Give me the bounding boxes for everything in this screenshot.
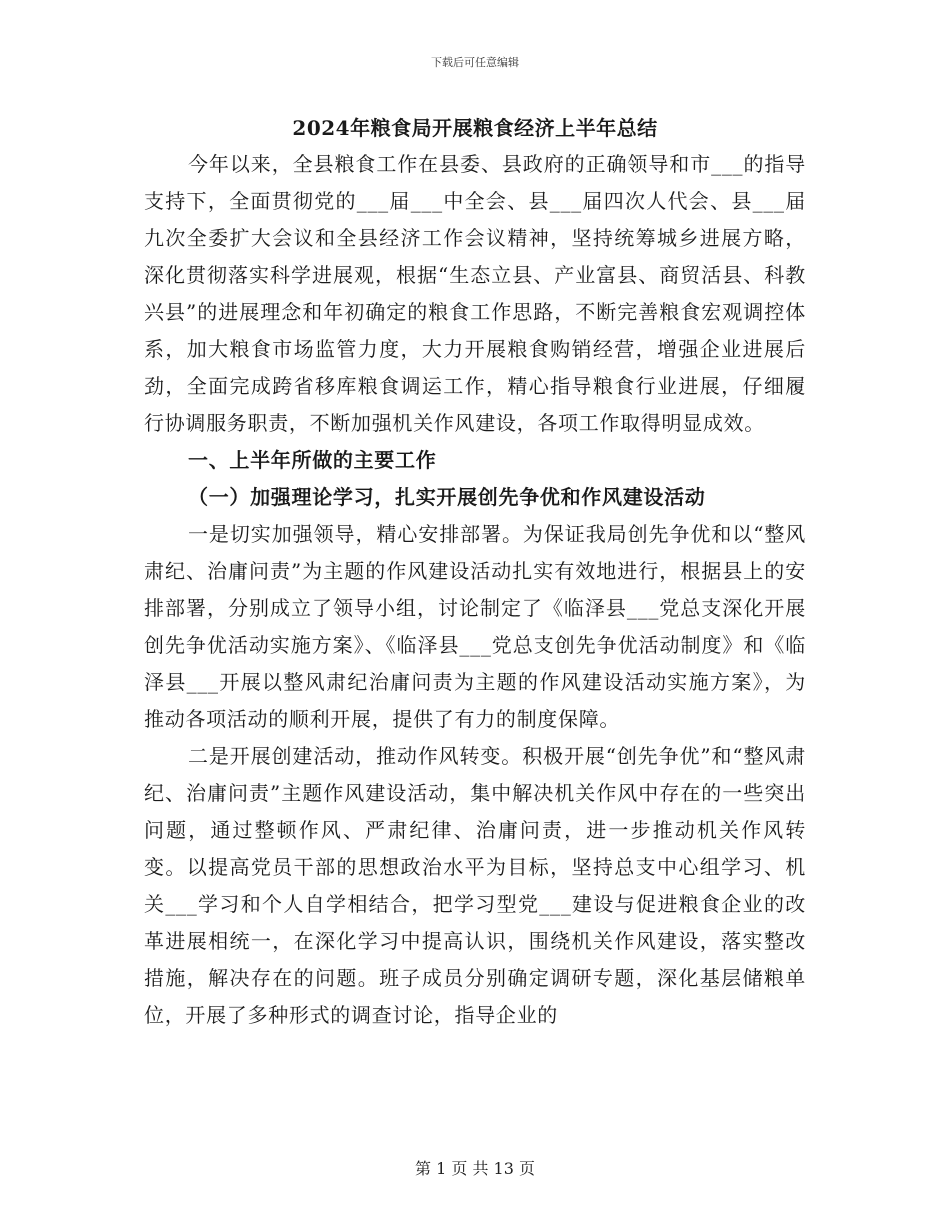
- body-paragraph-2: 二是开展创建活动，推动作风转变。积极开展“创先争优”和“整风肃纪、治庸问责”主题作风建设活动，集中解决机关作风中存在的一些突出问题，通过整顿作风、严肃纪律、治庸问责，进一步推动机关作风转变。以提高党员干部的思想政治水平为目标，坚持总支中心组学习、机关___学习和个人自学相结合，把学习型党___建设与促进粮食企业的改革进展相统一，在深化学习中提高认识，围绕机关作风建设，落实整改措施，解决存在的问题。班子成员分别确定调研专题，深化基层储粮单位，开展了多种形式的调查讨论，指导企业的: [144, 744, 806, 1027]
- document-body: [144, 110, 806, 1034]
- subsection-heading: （一）加强理论学习，扎实开展创先争优和作风建设活动: [188, 485, 706, 509]
- document-title: 2024年粮食局开展粮食经济上半年总结: [292, 116, 658, 140]
- header-note: 下载后可任意编辑: [431, 56, 519, 69]
- intro-paragraph: 今年以来，全县粮食工作在县委、县政府的正确领导和市___的指导支持下，全面贯彻党的___届___中全会、县___届四次人代会、县___届九次全委扩大会议和全县经济工作会议精神，坚持统筹城乡进展方略，深化贯彻落实科学进展观，根据“生态立县、产业富县、商贸活县、科教兴县”的进展理念和年初确定的粮食工作思路，不断完善粮食宏观调控体系，加大粮食市场监管力度，大力开展粮食购销经营，增强企业进展后劲，全面完成跨省移库粮食调运工作，精心指导粮食行业进展，仔细履行协调服务职责，不断加强机关作风建设，各项工作取得明显成效。: [144, 152, 806, 435]
- page-footer: 第 1 页 共 13 页: [415, 1159, 535, 1178]
- body-paragraph-1: 一是切实加强领导，精心安排部署。为保证我局创先争优和以“整风肃纪、治庸问责”为主题的作风建设活动扎实有效地进行，根据县上的安排部署，分别成立了领导小组，讨论制定了《临泽县___党总支深化开展创先争优活动实施方案》、《临泽县___党总支创先争优活动制度》和《临泽县___开展以整风肃纪治庸问责为主题的作风建设活动实施方案》，为推动各项活动的顺利开展，提供了有力的制度保障。: [144, 522, 806, 731]
- section-heading: 一、上半年所做的主要工作: [188, 448, 437, 472]
